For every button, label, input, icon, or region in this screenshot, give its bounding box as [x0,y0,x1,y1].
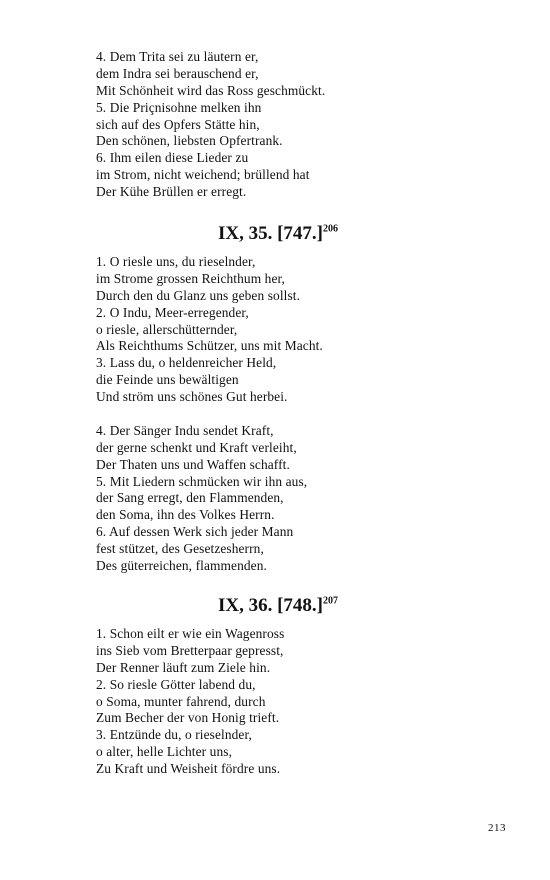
verse-line: 6. Ihm eilen diese Lieder zu [96,150,249,166]
hymn-36-footnote-ref[interactable]: 207 [323,595,339,607]
hymn-36-stanza [96,626,476,778]
verse-line: Zu Kraft und Weisheit fördre uns. [96,761,281,777]
verse-line: im Strom, nicht weichend; brüllend hat [96,167,310,183]
verse-line: die Feinde uns bewältigen [96,372,239,388]
verse-line: 1. Schon eilt er wie ein Wagenross [96,625,285,641]
hymn-36-title: IX, 36. [748.] [217,594,324,616]
verse-line: o Soma, munter fahrend, durch [96,693,266,709]
verse-line: fest stützet, des Gesetzesherrn, [96,541,264,557]
verse-line: 4. Der Sänger Indu sendet Kraft, [96,422,274,438]
verse-line: Als Reichthums Schützer, uns mit Macht. [96,338,323,354]
verse-line: Den schönen, liebsten Opfertrank. [96,133,283,149]
stanza-gap [96,406,476,423]
hymn-35-footnote-ref[interactable]: 206 [323,223,339,235]
verse-line: Mit Schönheit wird das Ross geschmückt. [96,82,326,98]
hymn-35-stanza-b [96,423,476,575]
verse-line: dem Indra sei berauschend er, [96,65,259,81]
verse-line: 2. So riesle Götter labend du, [96,676,256,692]
verse-line: im Strome grossen Reichthum her, [96,270,285,286]
hymn-36-heading [96,594,460,618]
verse-line: 3. Lass du, o heldenreicher Held, [96,355,277,371]
verse-line: Zum Becher der von Honig trieft. [96,710,280,726]
verse-line: Und ström uns schönes Gut herbei. [96,389,288,405]
verse-line: sich auf des Opfers Stätte hin, [96,116,260,132]
page-body [96,49,476,778]
verse-line: 6. Auf dessen Werk sich jeder Mann [96,524,294,540]
verse-line: 1. O riesle uns, du rieselnder, [96,254,256,270]
page-number: 213 [488,822,506,834]
verse-line: o alter, helle Lichter uns, [96,744,233,760]
verse-line: 5. Mit Liedern schmücken wir ihn aus, [96,473,308,489]
hymn-35-heading [96,222,460,246]
stanza-group-top [96,49,476,201]
verse-line: ins Sieb vom Bretterpaar gepresst, [96,642,284,658]
verse-line: Der Thaten uns und Waffen schafft. [96,456,290,472]
verse-line: o riesle, allerschütternder, [96,321,238,337]
verse-line: 4. Dem Trita sei zu läutern er, [96,49,259,64]
verse-line: der gerne schenkt und Kraft verleiht, [96,439,297,455]
verse-line: der Sang erregt, den Flammenden, [96,490,284,506]
verse-line: Durch den du Glanz uns geben sollst. [96,287,301,303]
hymn-35-stanza-a [96,254,476,406]
verse-line: Des güterreichen, flammenden. [96,558,267,574]
verse-line: Der Kühe Brüllen er erregt. [96,184,247,200]
verse-line: Der Renner läuft zum Ziele hin. [96,659,271,675]
verse-line: 5. Die Priçnisohne melken ihn [96,99,262,115]
verse-line: 3. Entzünde du, o rieselnder, [96,727,252,743]
verse-line: 2. O Indu, Meer-erregender, [96,304,249,320]
verse-line: den Soma, ihn des Volkes Herrn. [96,507,275,523]
hymn-35-title: IX, 35. [747.] [217,223,324,245]
